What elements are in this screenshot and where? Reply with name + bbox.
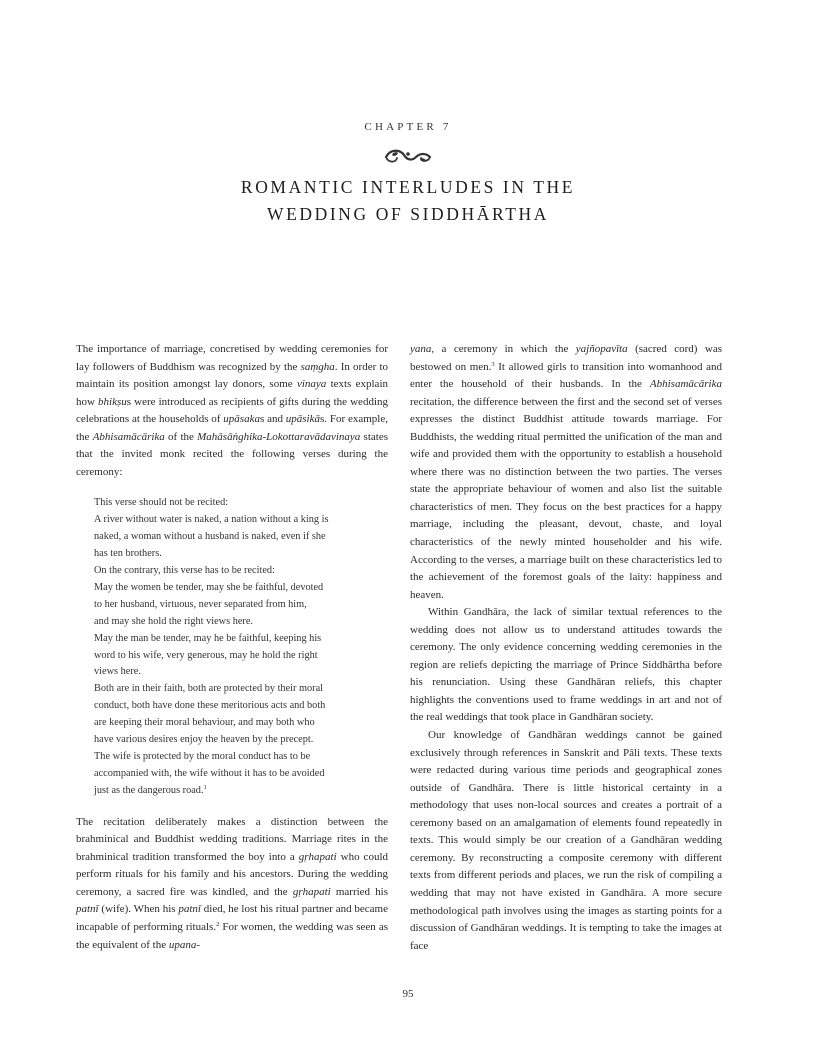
footnote-marker: 1 xyxy=(203,783,207,791)
verse-line-text: May the man be tender, may he be faithful, keeping his xyxy=(94,632,322,644)
verse-line-text: On the contrary, this verse has to be recited: xyxy=(94,565,275,576)
verse-line-text: just as the dangerous road. xyxy=(94,784,204,796)
text-run: s and xyxy=(259,413,286,426)
verse-line-text: The wife is protected by the moral conduct has to be xyxy=(94,750,311,762)
chapter-title-line-2: WEDDING OF SIDDHĀRTHA xyxy=(266,204,549,224)
text-run: states that the invited monk recited the following verses during the ceremony: xyxy=(76,430,388,478)
verse-line xyxy=(94,783,388,800)
verse-line xyxy=(94,529,388,546)
verse-line-text: are keeping their moral behaviour, and may both who xyxy=(94,717,315,729)
verse-line-text: A river without water is naked, a nation without a king is xyxy=(94,514,329,526)
text-run: s. For example, the xyxy=(76,413,388,443)
text-run: The recitation deliberately makes a distinction between the brahminical and Buddhist wedding traditions. Marriage rites in the brahminical tradition transformed the boy into a xyxy=(76,815,388,863)
paragraph xyxy=(76,341,388,481)
text-run: who could perform rituals for his family and his ancestors. During the wedding ceremony, a sacred fire was kindled, and the xyxy=(76,850,388,898)
italic-term: patnī xyxy=(178,903,201,916)
verse-line xyxy=(94,580,388,597)
verse-line-text: naked, a woman without a husband is naked, even if she xyxy=(94,531,326,543)
verse-line-text: May the women be tender, may she be faithful, devoted xyxy=(94,581,324,593)
text-run: of the xyxy=(164,430,198,443)
verse-line xyxy=(94,766,388,783)
verse-line xyxy=(94,749,388,766)
verse-line-text: accompanied with, the wife without it has to be avoided xyxy=(94,767,325,779)
verse-line xyxy=(94,698,388,715)
verse-line-text: have various desires enjoy the heaven by the precept. xyxy=(94,734,314,746)
verse-line xyxy=(94,546,388,563)
verse-line xyxy=(94,495,388,512)
italic-term: gṛhapati xyxy=(292,885,331,898)
italic-term: yajñopavīta xyxy=(575,343,628,355)
paragraph xyxy=(410,341,722,604)
italic-term: patnī xyxy=(76,903,99,916)
footnote-marker: 2 xyxy=(216,920,220,928)
verse-line xyxy=(94,597,388,614)
verse-line xyxy=(94,664,388,681)
verse-line-text: views here. xyxy=(94,666,141,678)
chapter-title xyxy=(0,174,816,228)
left-column xyxy=(76,341,388,954)
verse-line xyxy=(94,512,388,529)
italic-term: saṃgha xyxy=(300,360,335,373)
verse-line xyxy=(94,648,388,665)
text-run: (wife). When his xyxy=(98,903,179,916)
verse-line xyxy=(94,715,388,732)
verse-line-text: has ten brothers. xyxy=(94,548,162,560)
verse-line-text: Both are in their faith, both are protected by their moral xyxy=(94,683,324,695)
text-run: (sacred cord) was bestowed on men. xyxy=(410,343,722,373)
italic-term: upāsikā xyxy=(285,413,321,426)
paragraph xyxy=(410,604,722,727)
text-run: married his xyxy=(330,885,389,898)
verse-line xyxy=(94,631,388,648)
text-run: recitation, the difference between the first and the second set of verses expresses the distinct Buddhist attitude towards marriage. For Buddhists, the wedding ritual permitted the unification of the man and wife and provided them with the opportunity to establish a household where there was no distinction between the two parties. The verses state the appropriate behaviour of women and also list the suitable characteristics of men. They focus on the best practices for a happy marriage, including the pleasant, devout, chaste, and loyal characteristics of the newly minted householder and his wife. According to the verses, a marriage built on these characteristics led to the achievement of the foremost goals of the laity: happiness and heaven. xyxy=(410,395,722,601)
italic-term: upana- xyxy=(168,938,201,951)
paragraph xyxy=(410,727,722,955)
chapter-label: CHAPTER 7 xyxy=(364,121,452,133)
text-run: , a ceremony in which the xyxy=(431,343,576,355)
italic-term: upāsaka xyxy=(223,413,260,426)
italic-term: vinaya xyxy=(296,378,327,391)
text-run: The importance of marriage, concretised by wedding ceremonies for lay followers of Buddhism was recognized by the xyxy=(76,343,388,373)
paragraph xyxy=(76,814,388,954)
page-number: 95 xyxy=(402,988,414,1000)
text-run: s were introduced as recipients of gifts during the wedding celebrations at the households of xyxy=(76,395,388,426)
chapter-title-line-1: ROMANTIC INTERLUDES IN THE xyxy=(240,177,576,197)
verse-line xyxy=(94,563,388,580)
italic-term: bhikṣu xyxy=(98,395,127,408)
italic-term: gṛhapati xyxy=(298,850,337,863)
text-run: It allowed girls to transition into womanhood and enter the household of their husbands. In the xyxy=(410,360,722,391)
text-run: died, he lost his ritual partner and became incapable of performing rituals. xyxy=(76,903,388,933)
verse-block xyxy=(94,495,388,799)
verse-line-text: This verse should not be recited: xyxy=(94,497,229,509)
text-run: Within Gandhāra, the lack of similar textual references to the wedding does not allow us to understand attitudes towards the ceremony. The only evidence concerning wedding ceremonies in the region are reliefs depicting the marriage of Prince Siddhārtha before his renunciation. Using these Gandhāran reliefs, this chapter highlights the conventions used to frame weddings in art and not of the real weddings that took place in Gandhāran society. xyxy=(410,606,722,724)
text-run: texts explain how xyxy=(76,378,388,408)
verse-line-text: word to his wife, very generous, may he hold the right xyxy=(94,649,318,661)
italic-term: Abhisamācārika xyxy=(92,430,165,443)
verse-line xyxy=(94,732,388,749)
fleuron-icon xyxy=(378,145,438,167)
text-run: For women, the wedding was seen as the equivalent of the xyxy=(76,920,388,951)
text-run: Our knowledge of Gandhāran weddings cannot be gained exclusively through references in Sanskrit and Pāli texts. These texts were redacted during various time periods and geographical zones outside of Gandhāra. There is little historical certainty in a methodology that uses non-local sources and creates a portrait of a ceremony based on an amalgamation of elements found repeatedly in texts. This would simply be our creation of a Gandhāran wedding ceremony. By reconstructing a composite ceremony with different texts from different periods and places, we run the risk of compiling a wedding that may not have existed in Gandhāra. A more secure methodological path involves using the images as starting points for a discussion of Gandhāran weddings. It is tempting to take the images at face xyxy=(410,729,722,952)
verse-line xyxy=(94,681,388,698)
footnote-marker: 3 xyxy=(491,360,495,368)
verse-line-text: to her husband, virtuous, never separated from him, xyxy=(94,598,307,610)
verse-line xyxy=(94,614,388,631)
italic-term: yana xyxy=(410,343,432,355)
text-run: . In order to maintain its position amongst lay donors, some xyxy=(76,360,388,391)
italic-term: Mahāsāṅghika-Lokottaravādavinaya xyxy=(197,430,361,443)
verse-line-text: and may she hold the right views here. xyxy=(94,615,253,627)
right-column xyxy=(410,341,722,955)
verse-line-text: conduct, both have done these meritorious acts and both xyxy=(94,700,326,712)
italic-term: Abhisamācārika xyxy=(649,378,722,391)
